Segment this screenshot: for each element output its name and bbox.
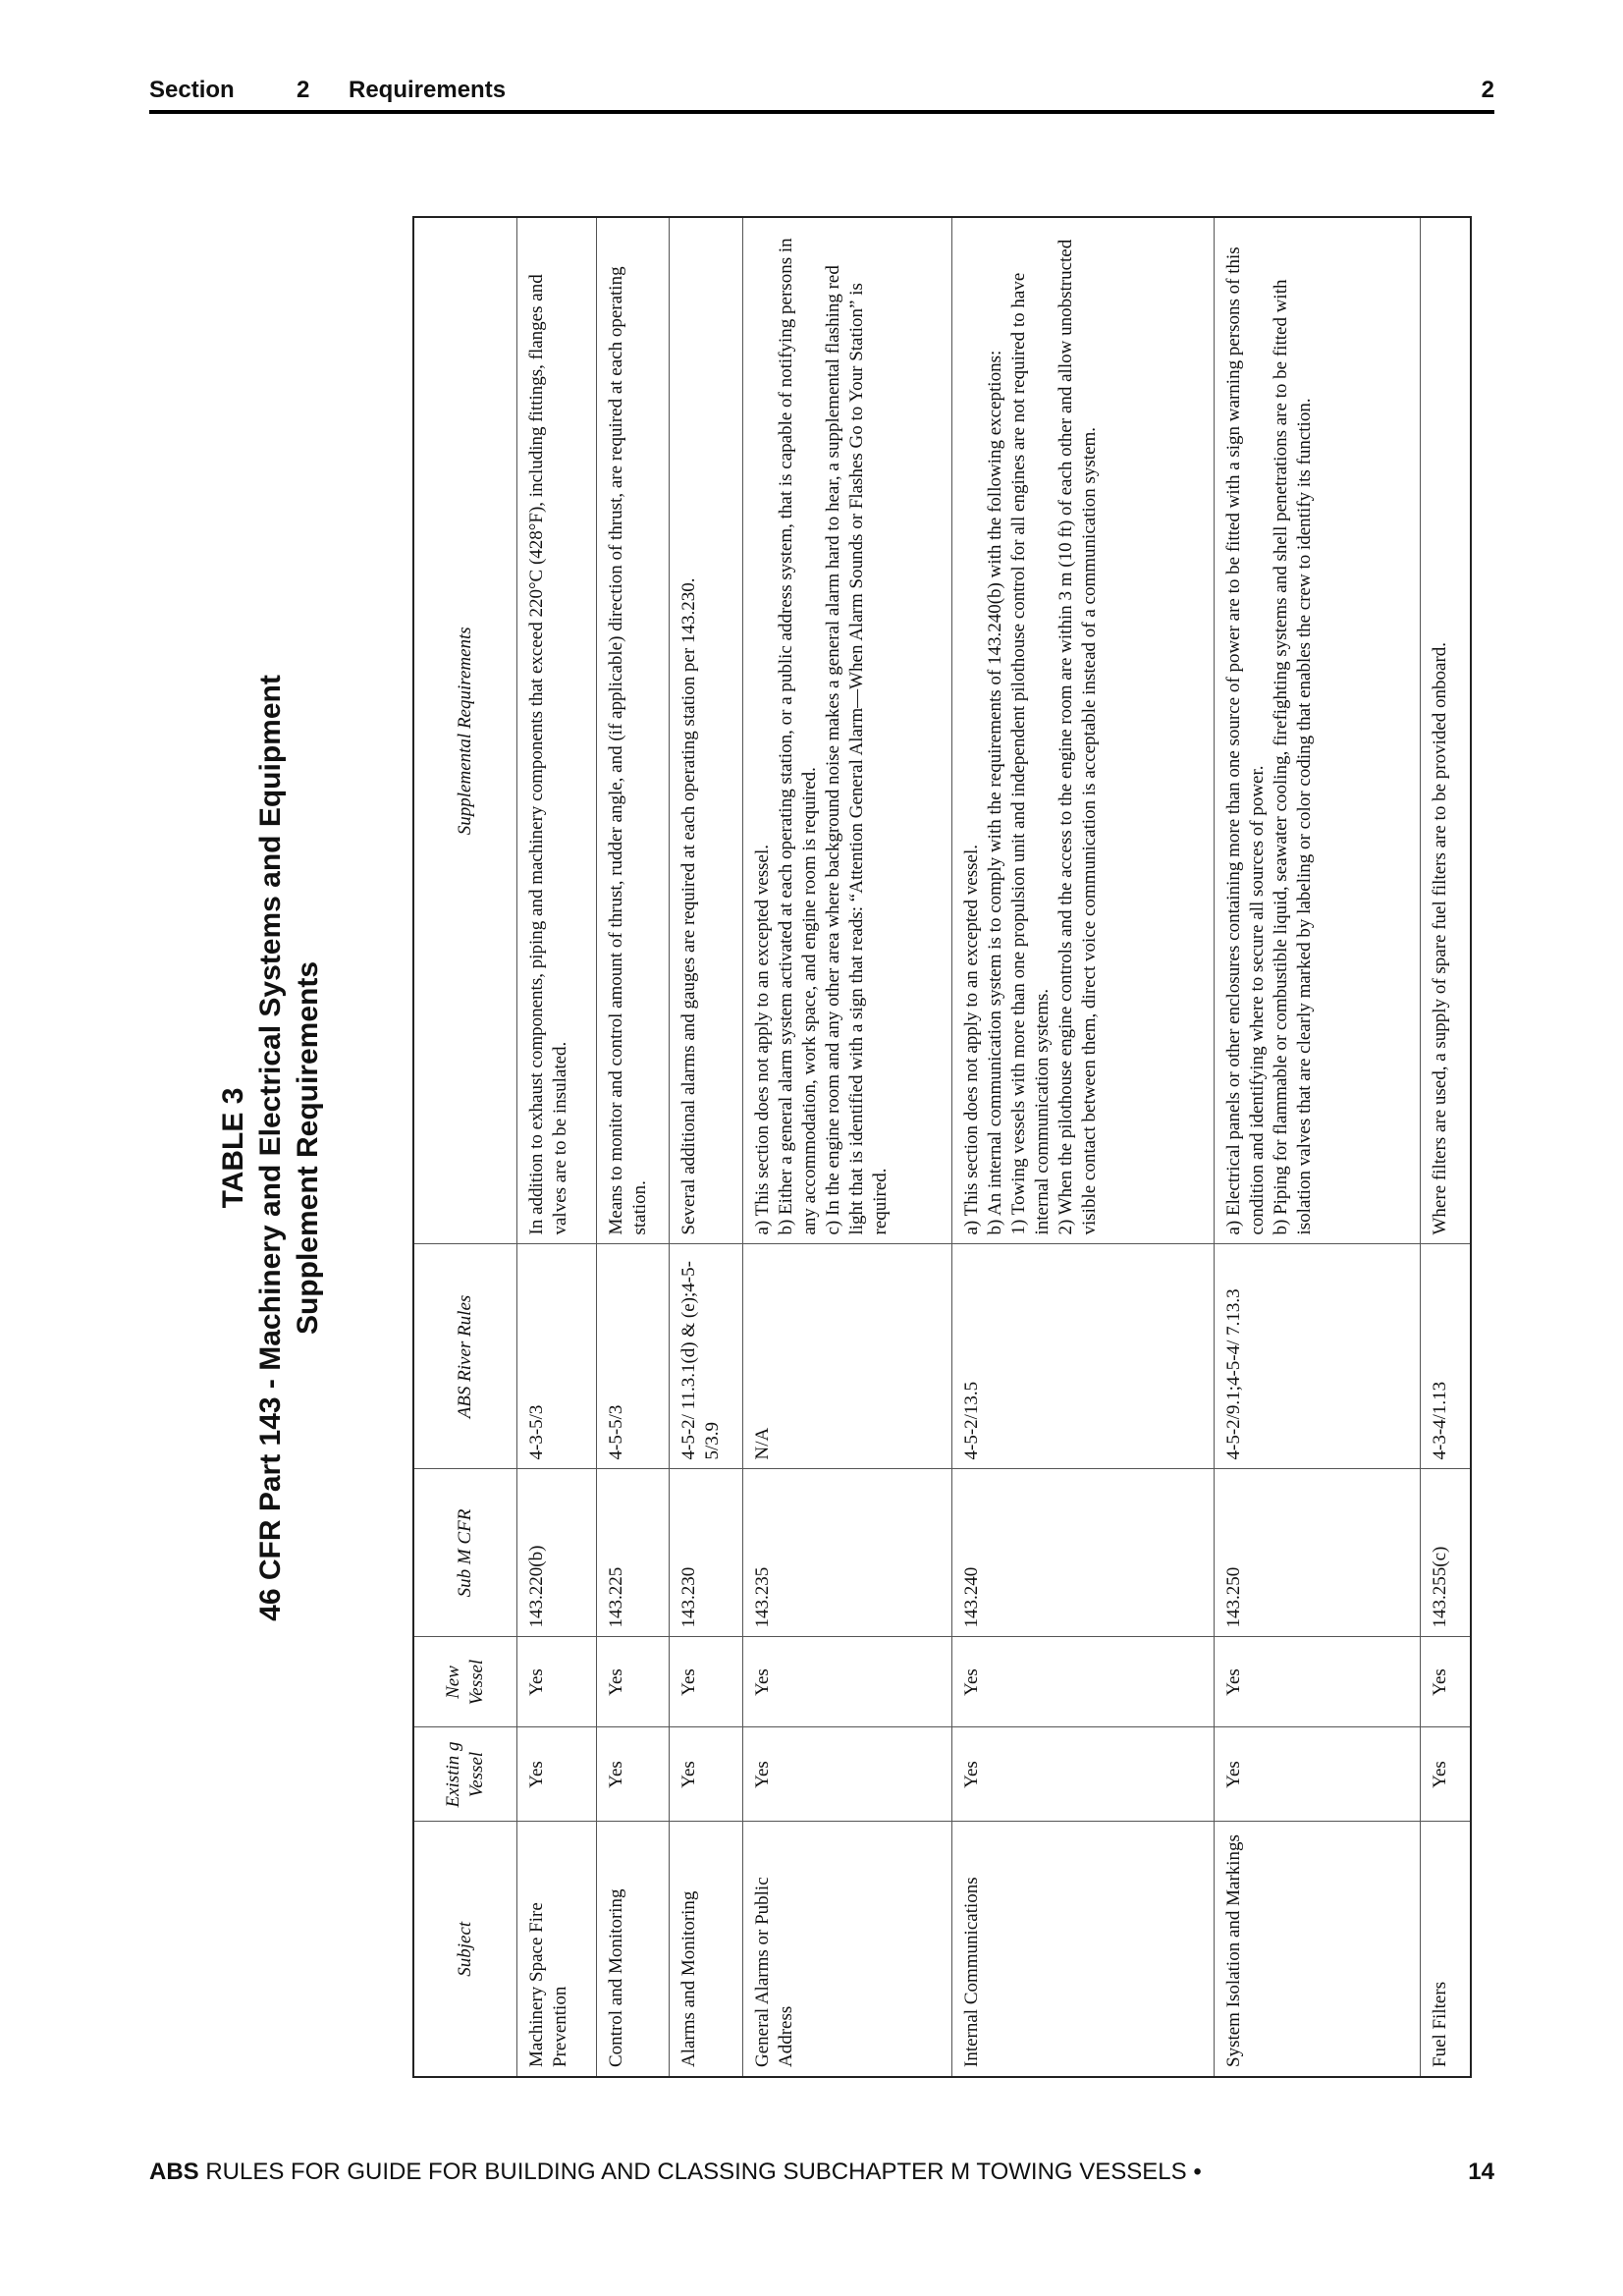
cell-abs-river-rules: 4-3-5/3	[516, 1244, 596, 1469]
cell-existing-vessel: Yes	[596, 1727, 669, 1822]
cell-sub-m-cfr: 143.250	[1214, 1469, 1420, 1637]
requirement-paragraph: Several additional alarms and gauges are required at each operating station per 143.230.	[677, 577, 699, 1235]
col-header-supplemental-requirements: Supplemental Requirements	[413, 217, 516, 1244]
cell-abs-river-rules: 4-5-2/13.5	[951, 1244, 1214, 1469]
requirement-paragraph: a) This section does not apply to an excepted vessel.	[751, 845, 773, 1235]
table-row	[516, 217, 596, 2077]
table-header-row	[413, 217, 516, 2077]
requirement-paragraph: In addition to exhaust components, piping and machinery components that exceed 220°C (428°F), including fittings, flanges and valves are to be insulated.	[525, 274, 570, 1235]
cell-supplemental-requirements	[596, 217, 669, 1244]
cell-subject: Internal Communications	[951, 1822, 1214, 2077]
section-number: 2	[297, 77, 310, 103]
cell-new-vessel: Yes	[516, 1637, 596, 1727]
requirement-paragraph: 1) Towing vessels with more than one propulsion unit and independent pilothouse control for all engines are not required to have internal communication systems.	[1007, 272, 1053, 1235]
col-header-sub-m-cfr: Sub M CFR	[413, 1469, 516, 1637]
col-header-existing-vessel: Existin g Vessel	[413, 1727, 516, 1822]
footer-text: RULES FOR GUIDE FOR BUILDING AND CLASSING SUBCHAPTER M TOWING VESSELS •	[198, 2159, 1202, 2185]
cell-new-vessel: Yes	[1420, 1637, 1471, 1727]
cell-supplemental-requirements	[742, 217, 951, 1244]
requirement-paragraph: b) An internal communication system is to comply with the requirements of 143.240(b) with the following exceptions:	[984, 350, 1005, 1235]
requirements-table	[412, 216, 1472, 2078]
cell-existing-vessel: Yes	[1214, 1727, 1420, 1822]
col-header-abs-river-rules: ABS River Rules	[413, 1244, 516, 1469]
cell-abs-river-rules: N/A	[742, 1244, 951, 1469]
cell-subject: System Isolation and Markings	[1214, 1822, 1420, 2077]
col-header-new-vessel: New Vessel	[413, 1637, 516, 1727]
cell-supplemental-requirements	[951, 217, 1214, 1244]
cell-existing-vessel: Yes	[742, 1727, 951, 1822]
table-row	[951, 217, 1214, 2077]
footer-brand: ABS	[149, 2159, 199, 2185]
requirement-paragraph: a) This section does not apply to an excepted vessel.	[960, 845, 982, 1235]
cell-abs-river-rules: 4-5-2/ 11.3.1(d) & (e);4-5-5/3.9	[669, 1244, 742, 1469]
cell-supplemental-requirements	[1420, 217, 1471, 1244]
cell-supplemental-requirements	[516, 217, 596, 1244]
requirement-paragraph: Means to monitor and control amount of thrust, rudder angle, and (if applicable) direction of thrust, are required at each operating station.	[605, 266, 650, 1235]
requirement-paragraph: b) Either a general alarm system activated at each operating station, or a public address system, that is capable of notifying persons in any accommodation, work space, and engine room is required.	[775, 238, 820, 1235]
header-rule	[149, 110, 1494, 114]
cell-sub-m-cfr: 143.230	[669, 1469, 742, 1637]
page-footer	[149, 2159, 1494, 2198]
table-row	[1420, 217, 1471, 2077]
cell-subject: Fuel Filters	[1420, 1822, 1471, 2077]
cell-sub-m-cfr: 143.255(c)	[1420, 1469, 1471, 1637]
table-number: TABLE 3	[217, 1087, 249, 1209]
section-label: Section	[149, 77, 235, 103]
cell-sub-m-cfr: 143.235	[742, 1469, 951, 1637]
cell-new-vessel: Yes	[1214, 1637, 1420, 1727]
cell-existing-vessel: Yes	[1420, 1727, 1471, 1822]
cell-abs-river-rules: 4-5-5/3	[596, 1244, 669, 1469]
section-title: Requirements	[349, 77, 507, 103]
cell-new-vessel: Yes	[596, 1637, 669, 1727]
table-row	[742, 217, 951, 2077]
cell-sub-m-cfr: 143.220(b)	[516, 1469, 596, 1637]
requirement-paragraph: c) In the engine room and any other area where background noise makes a general alarm hard to hear, a supplemental flashing red light that is identified with a sign that reads: “Attention General Alarm—When Alarm Sounds or Flashes Go to Your Station” is required.	[822, 265, 891, 1235]
table-title-line: 46 CFR Part 143 - Machinery and Electrical Systems and Equipment	[254, 675, 287, 1621]
table-row	[1214, 217, 1420, 2077]
table-row	[596, 217, 669, 2077]
table-subtitle-line: Supplement Requirements	[292, 960, 324, 1336]
table-row	[669, 217, 742, 2077]
cell-sub-m-cfr: 143.240	[951, 1469, 1214, 1637]
cell-subject: Alarms and Monitoring	[669, 1822, 742, 2077]
cell-subject: Control and Monitoring	[596, 1822, 669, 2077]
cell-abs-river-rules: 4-3-4/1.13	[1420, 1244, 1471, 1469]
cell-supplemental-requirements	[1214, 217, 1420, 1244]
cell-supplemental-requirements	[669, 217, 742, 1244]
requirement-paragraph: Where filters are used, a supply of spare fuel filters are to be provided onboard.	[1429, 641, 1450, 1235]
cell-subject: General Alarms or Public Address	[742, 1822, 951, 2077]
header-page-number: 2	[1481, 77, 1494, 103]
cell-subject: Machinery Space Fire Prevention	[516, 1822, 596, 2077]
requirement-paragraph: a) Electrical panels or other enclosures containing more than one source of power are to be fitted with a sign warning persons of this condition and identifying where to secure all sources of power.	[1222, 246, 1268, 1235]
cell-abs-river-rules: 4-5-2/9.1;4-5-4/ 7.13.3	[1214, 1244, 1420, 1469]
cell-existing-vessel: Yes	[516, 1727, 596, 1822]
cell-new-vessel: Yes	[669, 1637, 742, 1727]
cell-sub-m-cfr: 143.225	[596, 1469, 669, 1637]
cell-new-vessel: Yes	[742, 1637, 951, 1727]
cell-existing-vessel: Yes	[951, 1727, 1214, 1822]
requirement-paragraph: b) Piping for flammable or combustible liquid, seawater cooling, firefighting systems and shell penetrations are to be fitted with isolation valves that are clearly marked by labeling or color coding that enables the crew to identify its function.	[1270, 279, 1315, 1235]
page-header	[149, 75, 1494, 114]
cell-new-vessel: Yes	[951, 1637, 1214, 1727]
cell-existing-vessel: Yes	[669, 1727, 742, 1822]
col-header-subject: Subject	[413, 1822, 516, 2077]
requirement-paragraph: 2) When the pilothouse engine controls and the access to the engine room are within 3 m (10 ft) of each other and allow unobstructed visible contact between them, direct voice communication is acceptable instead of a communication system.	[1055, 239, 1100, 1235]
footer-page-number: 14	[1468, 2159, 1494, 2185]
